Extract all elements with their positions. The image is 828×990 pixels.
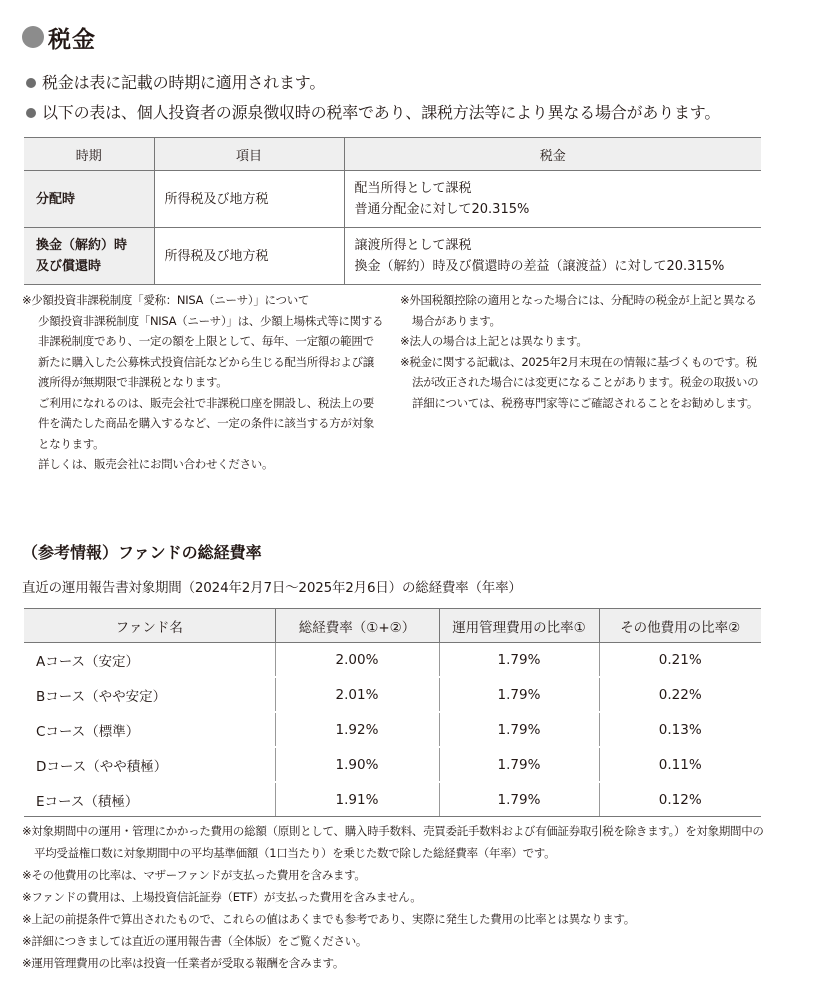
- item-cell: 所得税及び地方税: [154, 171, 344, 228]
- header-period: 時期: [24, 138, 154, 171]
- total-ratio-cell: 1.90%: [275, 747, 439, 782]
- bullet-text: 以下の表は、個人投資者の源泉徴収時の税率であり、課税方法等により異なる場合があります。: [42, 103, 721, 122]
- tax-notes: [400, 290, 766, 413]
- expense-table-header-row: [24, 609, 761, 643]
- header-item: 項目: [154, 138, 344, 171]
- header-fund-name: ファンド名: [24, 609, 275, 643]
- expense-note: ※運用管理費用の比率は投資一任業者が受取る報酬を含みます。: [22, 956, 345, 970]
- table-row: [24, 228, 761, 285]
- expense-note: ※詳細につきましては直近の運用報告書（全体版）をご覧ください。: [22, 934, 368, 948]
- period-line: 及び償還時: [36, 259, 102, 274]
- other-ratio-cell: 0.12%: [599, 782, 761, 817]
- management-ratio-cell: 1.79%: [439, 712, 599, 747]
- table-row: [24, 782, 761, 817]
- bullet-dot-icon: [26, 78, 36, 88]
- fund-name-cell: Cコース（標準）: [24, 712, 275, 747]
- other-ratio-cell: 0.21%: [599, 643, 761, 678]
- total-ratio-cell: 2.01%: [275, 677, 439, 712]
- expense-note: ※ファンドの費用は、上場投資信託証券（ETF）が支払った費用を含みません。: [22, 890, 422, 904]
- tax-cell: [344, 228, 761, 285]
- fund-name-cell: Bコース（やや安定）: [24, 677, 275, 712]
- management-ratio-cell: 1.79%: [439, 677, 599, 712]
- circle-bullet-icon: [22, 26, 44, 48]
- table-row: [24, 643, 761, 678]
- tax-note: ※外国税額控除の適用となった場合には、分配時の税金が上記と異なる場合があります。: [400, 293, 757, 328]
- management-ratio-cell: 1.79%: [439, 747, 599, 782]
- nisa-heading: ※少額投資非課税制度「愛称：NISA（ニーサ）」について: [22, 293, 310, 307]
- other-ratio-cell: 0.13%: [599, 712, 761, 747]
- table-row: [24, 171, 761, 228]
- expense-note: ※その他費用の比率は、マザーファンドが支払った費用を含みます。: [22, 868, 366, 882]
- header-tax: 税金: [344, 138, 761, 171]
- fund-name-cell: Eコース（積極）: [24, 782, 275, 817]
- tax-line: 配当所得として課税: [354, 181, 472, 196]
- bullet-item: [26, 98, 806, 128]
- table-row: [24, 677, 761, 712]
- management-ratio-cell: 1.79%: [439, 643, 599, 678]
- section-title-text: 税金: [48, 26, 96, 53]
- tax-note: ※税金に関する記載は、2025年2月末現在の情報に基づくものです。税法が改正された場合には変更になることがあります。税金の取扱いの詳細については、税務専門家等にご確認されることをお勧めします。: [400, 354, 759, 410]
- reference-title: （参考情報）ファンドの総経費率: [22, 543, 262, 562]
- bullet-dot-icon: [26, 108, 36, 118]
- bullet-item: [26, 68, 806, 98]
- header-other-ratio: その他費用の比率②: [599, 609, 761, 643]
- expense-ratio-table: [24, 608, 761, 817]
- expense-note: ※対象期間中の運用・管理にかかった費用の総額（原則として、購入時手数料、売買委託手数料および有価証券取引税を除きます。）を対象期間中の平均受益権口数に対象期間中の平均基準価額（1口当たり）を乗じた数で除した総経費率（年率）です。: [22, 824, 764, 860]
- intro-bullets: [26, 68, 806, 128]
- total-ratio-cell: 1.92%: [275, 712, 439, 747]
- header-management-ratio: 運用管理費用の比率①: [439, 609, 599, 643]
- nisa-notes: [22, 290, 384, 475]
- tax-table: [24, 137, 761, 285]
- tax-note: ※法人の場合は上記とは異なります。: [400, 334, 588, 348]
- total-ratio-cell: 1.91%: [275, 782, 439, 817]
- nisa-paragraph: 詳しくは、販売会社にお問い合わせください。: [38, 457, 274, 471]
- section-title: [22, 22, 96, 52]
- tax-table-header-row: [24, 138, 761, 171]
- table-row: [24, 712, 761, 747]
- other-ratio-cell: 0.11%: [599, 747, 761, 782]
- fund-name-cell: Dコース（やや積極）: [24, 747, 275, 782]
- nisa-paragraph: 少額投資非課税制度「NISA（ニーサ）」は、少額上場株式等に関する非課税制度であり、一定の額を上限として、毎年、一定額の範囲で新たに購入した公募株式投資信託などから生じる配当所得および譲渡所得が無期限で非課税となります。: [38, 313, 384, 389]
- tax-line: 普通分配金に対して20.315%: [354, 202, 530, 217]
- tax-line: 譲渡所得として課税: [354, 238, 472, 253]
- period-line: 換金（解約）時: [36, 238, 128, 253]
- bullet-text: 税金は表に記載の時期に適用されます。: [42, 73, 326, 92]
- expense-notes: [22, 820, 770, 974]
- total-ratio-cell: 2.00%: [275, 643, 439, 678]
- tax-line: 換金（解約）時及び償還時の差益（譲渡益）に対して20.315%: [354, 259, 725, 274]
- expense-note: ※上記の前提条件で算出されたもので、これらの値はあくまでも参考であり、実際に発生した費用の比率とは異なります。: [22, 912, 635, 926]
- other-ratio-cell: 0.22%: [599, 677, 761, 712]
- item-cell: 所得税及び地方税: [154, 228, 344, 285]
- header-total-ratio: 総経費率（①+②）: [275, 609, 439, 643]
- table-row: [24, 747, 761, 782]
- fund-name-cell: Aコース（安定）: [24, 643, 275, 678]
- period-cell: [24, 228, 154, 285]
- period-cell: 分配時: [24, 171, 154, 228]
- management-ratio-cell: 1.79%: [439, 782, 599, 817]
- nisa-paragraph: ご利用になれるのは、販売会社で非課税口座を開設し、税法上の要件を満たした商品を購入するなど、一定の条件に該当する方が対象となります。: [38, 395, 374, 451]
- tax-cell: [344, 171, 761, 228]
- reference-subtitle: 直近の運用報告書対象期間（2024年2月7日〜2025年2月6日）の総経費率（年率）: [22, 580, 522, 596]
